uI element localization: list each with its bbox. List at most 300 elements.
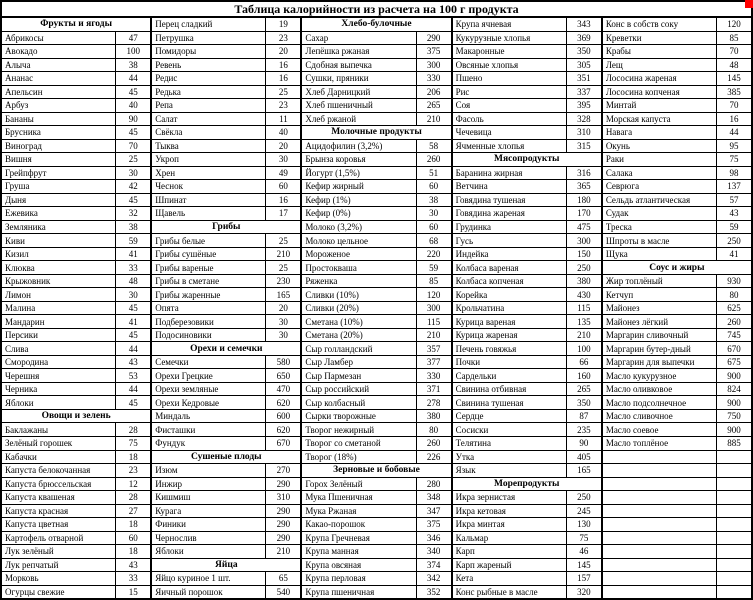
product-name-cell: Кабачки — [2, 451, 116, 464]
table-row — [152, 586, 300, 599]
calorie-value-cell: 580 — [276, 357, 291, 368]
table-row — [2, 518, 150, 532]
calorie-value-cell: 210 — [276, 249, 291, 260]
product-name-cell: Кетчуп — [603, 288, 717, 301]
product-name-cell: Масло оливковое — [603, 383, 717, 396]
product-name-cell: Севрюга — [603, 180, 717, 193]
calorie-value-cell: 120 — [727, 19, 741, 30]
calorie-value-cell — [717, 478, 751, 491]
table-row — [2, 369, 150, 383]
product-name-cell: Мука Ржаная — [302, 505, 416, 518]
product-name-cell — [603, 586, 717, 599]
product-name-cell: Курица вареная — [453, 315, 567, 328]
calorie-value-cell: 165 — [577, 465, 591, 476]
product-name-cell: Грудинка — [453, 221, 567, 234]
product-name-cell: Киви — [2, 234, 116, 247]
product-name-cell — [603, 491, 717, 504]
table-row — [302, 315, 450, 329]
product-name-cell: Сливки (10%) — [302, 288, 416, 301]
product-name-cell: Баранина жирная — [453, 167, 567, 180]
table-row — [302, 396, 450, 410]
product-name-cell — [603, 451, 717, 464]
table-row — [302, 329, 450, 343]
calorie-value-cell: 80 — [429, 424, 439, 435]
calorie-value-cell: 145 — [577, 559, 591, 570]
table-row — [453, 207, 601, 221]
product-name-cell: Ветчина — [453, 180, 567, 193]
calorie-value-cell: 351 — [577, 73, 591, 84]
product-name-cell: Сардельки — [453, 369, 567, 382]
calorie-value-cell: 51 — [429, 167, 439, 178]
product-name-cell: Молоко (3,2%) — [302, 221, 416, 234]
table-row — [603, 383, 751, 397]
calorie-value-cell: 300 — [426, 303, 441, 314]
product-name-cell: Капуста брюссельская — [2, 478, 116, 491]
product-name-cell: Инжир — [152, 478, 266, 491]
calorie-value-cell: 180 — [577, 194, 591, 205]
calorie-value-cell: 15 — [128, 586, 138, 597]
product-name-cell: Мука Пшеничная — [302, 491, 416, 504]
product-name-cell: Масло сливочное — [603, 410, 717, 423]
product-name-cell: Гусь — [453, 234, 567, 247]
calorie-value-cell: 40 — [128, 100, 138, 111]
calorie-value-cell: 150 — [577, 249, 591, 260]
table-row — [152, 86, 300, 100]
table-row — [302, 234, 450, 248]
calorie-value-cell: 540 — [276, 586, 291, 597]
table-row — [2, 437, 150, 451]
calorie-value-cell: 60 — [278, 181, 288, 192]
product-name-cell: Сметана (10%) — [302, 315, 416, 328]
calorie-value-cell: 18 — [128, 546, 138, 557]
table-row — [2, 478, 150, 492]
table-row — [603, 329, 751, 343]
product-name-cell: Маргарин бутер-дный — [603, 342, 717, 355]
calorie-value-cell: 20 — [278, 46, 288, 57]
table-row — [603, 140, 751, 154]
section-header-row: Яйца — [152, 559, 300, 573]
product-name-cell: Крупа манная — [302, 545, 416, 558]
product-name-cell: Черника — [2, 383, 116, 396]
calorie-value-cell: 58 — [429, 140, 439, 151]
calorie-value-cell: 85 — [729, 32, 739, 43]
product-name-cell: Творог со сметаной — [302, 437, 416, 450]
product-name-cell: Говядина тушеная — [453, 194, 567, 207]
product-name-cell: Слива — [2, 342, 116, 355]
table-row — [603, 45, 751, 59]
product-name-cell: Рис — [453, 86, 567, 99]
product-name-cell: Виноград — [2, 140, 116, 153]
table-row — [603, 275, 751, 289]
product-name-cell: Картофель отварной — [2, 532, 116, 545]
table-row — [453, 545, 601, 559]
product-name-cell: Шпинат — [152, 194, 266, 207]
calorie-value-cell: 38 — [128, 59, 138, 70]
product-name-cell: Сыр голландский — [302, 342, 416, 355]
calorie-value-cell: 100 — [577, 343, 591, 354]
product-name-cell: Ревень — [152, 59, 266, 72]
calorie-value-cell: 470 — [276, 384, 291, 395]
product-name-cell: Утка — [453, 451, 567, 464]
product-name-cell: Йогурт (1,5%) — [302, 167, 416, 180]
calorie-value-cell: 25 — [278, 86, 288, 97]
calorie-value-cell — [717, 586, 751, 599]
table-row — [603, 315, 751, 329]
calorie-value-cell: 44 — [128, 384, 138, 395]
product-name-cell — [603, 478, 717, 491]
calorie-value-cell: 371 — [426, 384, 441, 395]
calorie-value-cell: 340 — [426, 546, 441, 557]
table-row — [302, 586, 450, 599]
table-row — [453, 248, 601, 262]
product-name-cell: Почки — [453, 356, 567, 369]
product-name-cell: Чечевица — [453, 126, 567, 139]
table-row — [302, 369, 450, 383]
calorie-value-cell: 45 — [128, 303, 138, 314]
table-row — [2, 126, 150, 140]
table-row — [302, 491, 450, 505]
product-name-cell: Горох Зелёный — [302, 478, 416, 491]
empty-row — [603, 491, 751, 505]
product-name-cell: Колбаса вареная — [453, 261, 567, 274]
product-name-cell: Капуста цветная — [2, 518, 116, 531]
table-row — [603, 18, 751, 32]
table-column — [2, 18, 150, 598]
product-name-cell: Хлеб ржаной — [302, 113, 416, 126]
product-name-cell: Салат — [152, 113, 266, 126]
table-row — [2, 234, 150, 248]
product-name-cell: Мандарин — [2, 315, 116, 328]
table-row — [2, 194, 150, 208]
product-name-cell: Тыква — [152, 140, 266, 153]
table-row — [603, 423, 751, 437]
table-row — [2, 315, 150, 329]
calorie-value-cell: 25 — [278, 262, 288, 273]
product-name-cell: Грибы жаренные — [152, 288, 266, 301]
calorie-value-cell: 375 — [426, 519, 441, 530]
calorie-value-cell: 670 — [727, 343, 741, 354]
product-name-cell: Свинина тушеная — [453, 396, 567, 409]
product-name-cell: Икра кетовая — [453, 505, 567, 518]
calorie-value-cell: 90 — [128, 113, 138, 124]
table-row — [152, 32, 300, 46]
calorie-value-cell: 135 — [577, 316, 591, 327]
calorie-value-cell: 23 — [278, 32, 288, 43]
table-row — [2, 140, 150, 154]
table-row — [453, 234, 601, 248]
table-row — [2, 180, 150, 194]
calorie-value-cell: 16 — [729, 113, 739, 124]
calorie-value-cell: 346 — [426, 532, 441, 543]
table-row — [603, 410, 751, 424]
calorie-value-cell: 365 — [577, 181, 591, 192]
table-row — [603, 126, 751, 140]
table-row — [2, 221, 150, 235]
product-name-cell: Грибы в сметане — [152, 275, 266, 288]
table-row — [453, 342, 601, 356]
product-name-cell: Яичный порошок — [152, 586, 266, 599]
table-row — [2, 72, 150, 86]
table-row — [453, 113, 601, 127]
product-name-cell: Свёкла — [152, 126, 266, 139]
table-row — [453, 275, 601, 289]
table-row — [302, 302, 450, 316]
calorie-value-cell: 342 — [426, 573, 441, 584]
calorie-value-cell: 206 — [426, 86, 441, 97]
table-row — [152, 572, 300, 586]
product-name-cell — [603, 505, 717, 518]
table-row — [152, 383, 300, 397]
calorie-value-cell: 70 — [729, 46, 739, 57]
table-row — [603, 369, 751, 383]
product-name-cell: Сдобная выпечка — [302, 59, 416, 72]
table-row — [302, 248, 450, 262]
product-name-cell: Колбаса копченая — [453, 275, 567, 288]
calorie-value-cell: 220 — [426, 249, 441, 260]
calorie-value-cell: 23 — [128, 465, 138, 476]
table-row — [302, 153, 450, 167]
table-row — [152, 369, 300, 383]
table-row — [603, 396, 751, 410]
product-name-cell: Авокадо — [2, 45, 116, 58]
product-name-cell: Жир топлёный — [603, 275, 717, 288]
table-row — [302, 423, 450, 437]
table-row — [152, 302, 300, 316]
table-row — [453, 410, 601, 424]
empty-row — [603, 545, 751, 559]
product-name-cell: Баклажаны — [2, 423, 116, 436]
calorie-value-cell: 260 — [727, 316, 741, 327]
product-name-cell: Капуста белокочанная — [2, 464, 116, 477]
product-name-cell: Простокваша — [302, 261, 416, 274]
table-row — [152, 59, 300, 73]
table-row — [302, 261, 450, 275]
table-row — [603, 86, 751, 100]
product-name-cell: Абрикосы — [2, 32, 116, 45]
product-name-cell: Сыр российский — [302, 383, 416, 396]
calorie-value-cell: 377 — [426, 357, 441, 368]
table-row — [302, 451, 450, 465]
calorie-value-cell: 930 — [727, 276, 741, 287]
calorie-value-cell: 30 — [278, 316, 288, 327]
table-row — [2, 396, 150, 410]
table-row — [302, 167, 450, 181]
calorie-value-cell: 210 — [426, 330, 441, 341]
table-row — [603, 221, 751, 235]
table-row — [152, 505, 300, 519]
calorie-value-cell: 210 — [426, 113, 441, 124]
product-name-cell: Масло топлёное — [603, 437, 717, 450]
product-name-cell — [603, 572, 717, 585]
product-name-cell: Орехи земляные — [152, 383, 266, 396]
table-column — [150, 18, 300, 598]
table-column — [601, 18, 751, 598]
product-name-cell: Семечки — [152, 356, 266, 369]
table-row — [302, 383, 450, 397]
calorie-value-cell: 44 — [128, 73, 138, 84]
calorie-value-cell: 265 — [426, 100, 441, 111]
empty-row — [603, 532, 751, 546]
calorie-value-cell: 310 — [577, 127, 591, 138]
section-header-row: Мясопродукты — [453, 153, 601, 167]
product-name-cell: Хрен — [152, 167, 266, 180]
red-corner-marker — [745, 0, 753, 8]
product-name-cell: Ячменные хлопья — [453, 140, 567, 153]
product-name-cell: Сыр колбасный — [302, 396, 416, 409]
calorie-value-cell: 33 — [128, 262, 138, 273]
table-column — [451, 18, 601, 598]
table-row — [2, 302, 150, 316]
table-row — [2, 532, 150, 546]
product-name-cell: Хлеб Дарницкий — [302, 86, 416, 99]
product-name-cell: Язык — [453, 464, 567, 477]
table-row — [453, 18, 601, 32]
calorie-value-cell: 250 — [577, 262, 591, 273]
calorie-value-cell: 315 — [577, 140, 591, 151]
product-name-cell: Соя — [453, 99, 567, 112]
product-name-cell: Капуста квашеная — [2, 491, 116, 504]
product-name-cell: Корейка — [453, 288, 567, 301]
product-name-cell: Курица жареная — [453, 329, 567, 342]
product-name-cell: Петрушка — [152, 32, 266, 45]
product-name-cell: Творог (18%) — [302, 451, 416, 464]
calorie-value-cell: 145 — [727, 73, 741, 84]
product-name-cell: Ряженка — [302, 275, 416, 288]
product-name-cell: Масло подсолнечное — [603, 396, 717, 409]
product-name-cell: Сливки (20%) — [302, 302, 416, 315]
calorie-value-cell: 290 — [426, 32, 441, 43]
table-row — [302, 356, 450, 370]
product-name-cell: Судак — [603, 207, 717, 220]
product-name-cell: Клюква — [2, 261, 116, 274]
table-row — [603, 72, 751, 86]
table-row — [302, 207, 450, 221]
calorie-value-cell: 900 — [727, 397, 741, 408]
calorie-value-cell: 42 — [128, 181, 138, 192]
calorie-value-cell: 19 — [278, 19, 288, 30]
calorie-value-cell: 300 — [577, 235, 591, 246]
product-name-cell: Брусника — [2, 126, 116, 139]
table-row — [453, 356, 601, 370]
table-row — [302, 140, 450, 154]
table-row — [453, 572, 601, 586]
table-row — [603, 167, 751, 181]
table-row — [152, 180, 300, 194]
product-name-cell: Крупа ячневая — [453, 18, 567, 31]
calorie-value-cell: 328 — [577, 113, 591, 124]
table-row — [453, 437, 601, 451]
product-name-cell — [603, 532, 717, 545]
product-name-cell: Крабы — [603, 45, 717, 58]
product-name-cell: Какао-порошок — [302, 518, 416, 531]
calorie-value-cell: 290 — [276, 478, 291, 489]
table-row — [2, 275, 150, 289]
table-row — [603, 288, 751, 302]
table-row — [2, 167, 150, 181]
table-row — [453, 126, 601, 140]
table-row — [302, 532, 450, 546]
table-row — [302, 32, 450, 46]
product-name-cell: Ананас — [2, 72, 116, 85]
calorie-value-cell: 45 — [128, 127, 138, 138]
empty-row — [603, 478, 751, 492]
table-row — [603, 194, 751, 208]
product-name-cell: Телятина — [453, 437, 567, 450]
product-name-cell: Финики — [152, 518, 266, 531]
product-name-cell: Курага — [152, 505, 266, 518]
table-row — [152, 532, 300, 546]
product-name-cell: Щука — [603, 248, 717, 261]
table-row — [152, 113, 300, 127]
calorie-value-cell: 750 — [727, 411, 741, 422]
calorie-value-cell: 60 — [429, 181, 439, 192]
table-row — [2, 572, 150, 586]
calorie-value-cell: 90 — [579, 438, 589, 449]
product-name-cell: Карп жареный — [453, 559, 567, 572]
calorie-value-cell: 45 — [128, 330, 138, 341]
calorie-value-cell: 30 — [128, 167, 138, 178]
product-name-cell: Печень говяжья — [453, 342, 567, 355]
product-name-cell: Чеснок — [152, 180, 266, 193]
calorie-value-cell: 57 — [729, 194, 739, 205]
table-row — [302, 113, 450, 127]
product-name-cell: Икра минтая — [453, 518, 567, 531]
calorie-value-cell: 160 — [577, 370, 591, 381]
calorie-value-cell: 59 — [429, 262, 439, 273]
table-row — [2, 491, 150, 505]
product-name-cell: Икра зернистая — [453, 491, 567, 504]
table-row — [2, 423, 150, 437]
table-row — [2, 113, 150, 127]
calorie-value-cell: 18 — [128, 519, 138, 530]
table-row — [152, 18, 300, 32]
table-row — [152, 140, 300, 154]
calorie-value-cell: 347 — [426, 505, 441, 516]
calorie-value-cell: 380 — [577, 276, 591, 287]
calorie-value-cell: 745 — [727, 330, 741, 341]
product-name-cell: Крупа овсяная — [302, 559, 416, 572]
table-row — [2, 329, 150, 343]
calorie-value-cell: 38 — [429, 194, 439, 205]
section-header-row: Орехи и семечки — [152, 342, 300, 356]
product-name-cell: Ацидофилин (3,2%) — [302, 140, 416, 153]
table-row — [152, 478, 300, 492]
calorie-value-cell: 170 — [577, 208, 591, 219]
calorie-value-cell: 316 — [577, 167, 591, 178]
section-header-row: Зерновые и бобовые — [302, 464, 450, 478]
calorie-value-cell: 675 — [727, 357, 741, 368]
calorie-value-cell: 270 — [276, 465, 291, 476]
calorie-value-cell: 245 — [577, 505, 591, 516]
calorie-value-cell: 43 — [128, 559, 138, 570]
product-name-cell: Репа — [152, 99, 266, 112]
calorie-value-cell: 210 — [276, 546, 291, 557]
calorie-value-cell: 165 — [276, 289, 291, 300]
calorie-value-cell — [717, 532, 751, 545]
calorie-value-cell: 137 — [727, 181, 741, 192]
table-row — [302, 45, 450, 59]
table-row — [2, 99, 150, 113]
calorie-value-cell: 43 — [128, 357, 138, 368]
product-name-cell: Лимон — [2, 288, 116, 301]
product-name-cell: Миндаль — [152, 410, 266, 423]
product-name-cell: Крыжовник — [2, 275, 116, 288]
empty-row — [603, 451, 751, 465]
calorie-value-cell: 28 — [128, 492, 138, 503]
calorie-value-cell: 375 — [426, 46, 441, 57]
product-name-cell: Изюм — [152, 464, 266, 477]
table-row — [2, 559, 150, 573]
